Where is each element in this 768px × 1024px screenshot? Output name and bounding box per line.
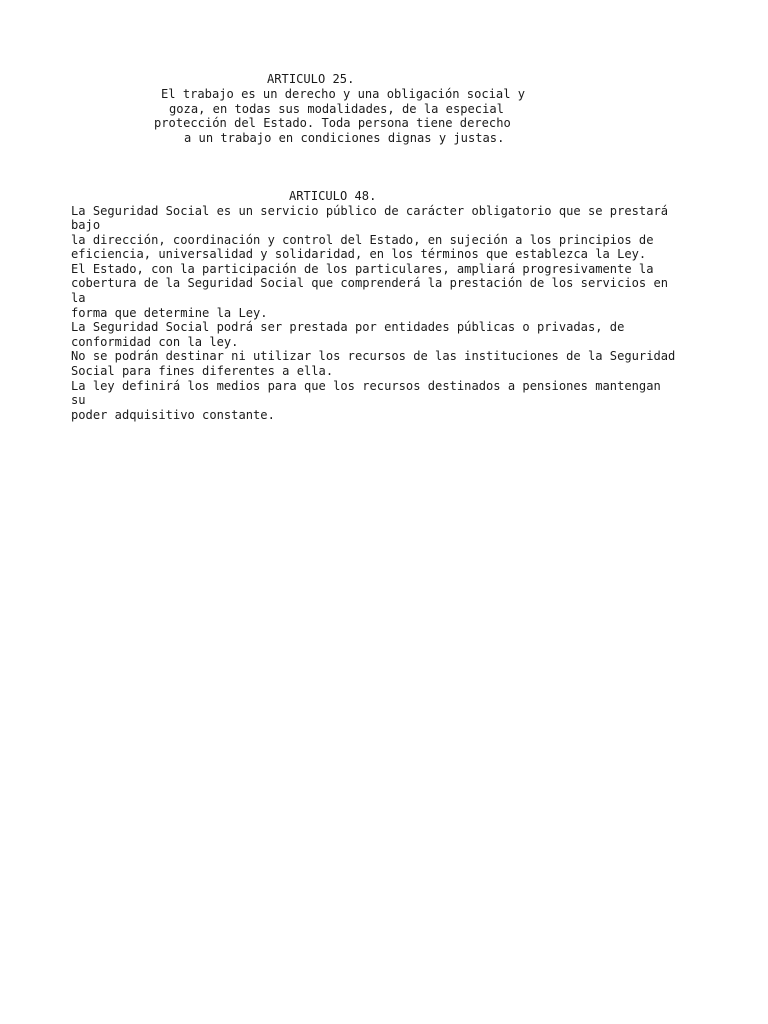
article-48-line: La Seguridad Social es un servicio público de carácter obligatorio que se prestará (71, 204, 669, 218)
article-48-line: Social para fines diferentes a ella. (71, 364, 334, 378)
article-48-heading: ARTICULO 48. (289, 189, 377, 203)
article-48-line: La Seguridad Social podrá ser prestada por entidades públicas o privadas, de (71, 320, 625, 334)
article-48-line: La ley definirá los medios para que los recursos destinados a pensiones mantengan (71, 379, 661, 393)
article-48-line: la dirección, coordinación y control del Estado, en sujeción a los principios de (71, 233, 654, 247)
article-25-line: protección del Estado. Toda persona tiene derecho (154, 116, 511, 130)
article-48-line: cobertura de la Seguridad Social que comprenderá la prestación de los servicios en (71, 276, 669, 290)
article-48-line: No se podrán destinar ni utilizar los recursos de las instituciones de la Seguridad (71, 349, 676, 363)
article-25-line: goza, en todas sus modalidades, de la especial (169, 102, 504, 116)
article-48-line: conformidad con la ley. (71, 335, 239, 349)
article-25-line: El trabajo es un derecho y una obligación social y (161, 87, 526, 101)
article-48-line: eficiencia, universalidad y solidaridad, en los términos que establezca la Ley. (71, 247, 647, 261)
article-48-line: El Estado, con la participación de los particulares, ampliará progresivamente la (71, 262, 654, 276)
article-48-line: poder adquisitivo constante. (71, 408, 275, 422)
article-48-line: bajo (71, 218, 101, 232)
article-48-line: forma que determine la Ley. (71, 306, 268, 320)
article-48-line: su (71, 393, 86, 407)
article-25-line: a un trabajo en condiciones dignas y justas. (184, 131, 505, 145)
article-25-heading: ARTICULO 25. (267, 72, 355, 86)
article-48-line: la (71, 291, 86, 305)
